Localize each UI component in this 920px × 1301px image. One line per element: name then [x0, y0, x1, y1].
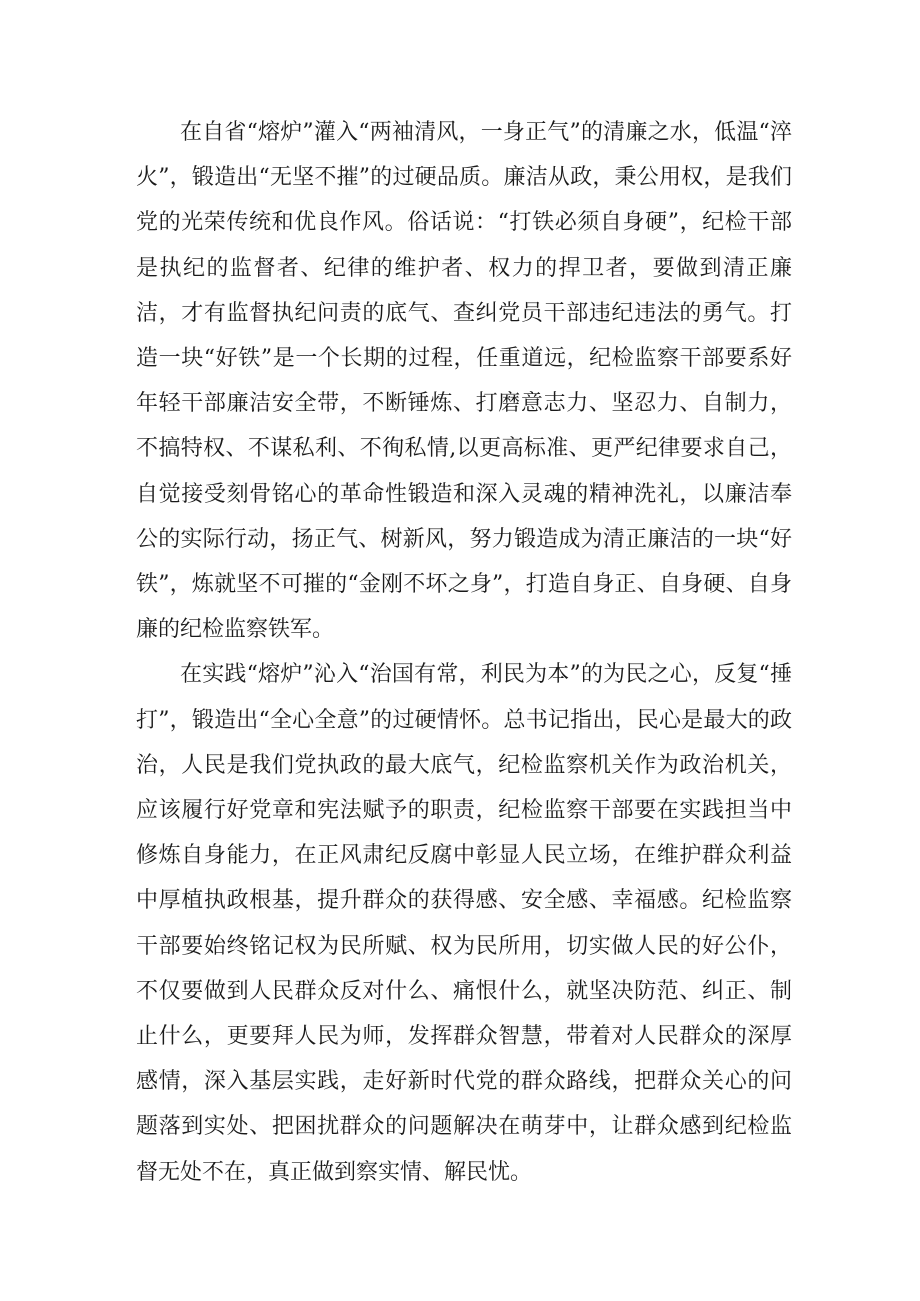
paragraph-self-reflection: 在自省“熔炉”灌入“两袖清风，一身正气”的清廉之水，低温“淬火”，锻造出“无坚不摧”的过硬品质。廉洁从政，秉公用权，是我们党的光荣传统和优良作风。俗话说：“打铁必须自身硬”，纪检干部是执纪的监督者、纪律的维护者、权力的捍卫者，要做到清正廉洁，才有监督执纪问责的底气、查纠党员干部违纪违法的勇气。打造一块“好铁”是一个长期的过程，任重道远，纪检监察干部要系好年轻干部廉洁安全带，不断锤炼、打磨意志力、坚忍力、自制力，不搞特权、不谋私利、不徇私情,以更高标准、更严纪律要求自己，自觉接受刻骨铭心的革命性锻造和深入灵魂的精神洗礼，以廉洁奉公的实际行动，扬正气、树新风，努力锻造成为清正廉洁的一块“好铁”，炼就坚不可摧的“金刚不坏之身”，打造自身正、自身硬、自身廉的纪检监察铁军。	[136, 120, 792, 643]
paragraph-practice: 在实践“熔炉”沁入“治国有常，利民为本”的为民之心，反复“捶打”，锻造出“全心全意”的过硬情怀。总书记指出，民心是最大的政治，人民是我们党执政的最大底气，纪检监察机关作为政治机关，应该履行好党章和宪法赋予的职责，纪检监察干部要在实践担当中修炼自身能力，在正风肃纪反腐中彰显人民立场，在维护群众利益中厚植执政根基，提升群众的获得感、安全感、幸福感。纪检监察干部要始终铭记权为民所赋、权为民所用，切实做人民的好公仆，不仅要做到人民群众反对什么、痛恨什么，就坚决防范、纠正、制止什么，更要拜人民为师，发挥群众智慧，带着对人民群众的深厚感情，深入基层实践，走好新时代党的群众路线，把群众关心的问题落到实处、把困扰群众的问题解决在萌芽中，让群众感到纪检监督无处不在，真正做到察实情、解民忧。	[136, 662, 792, 1185]
document-body	[136, 110, 792, 1195]
